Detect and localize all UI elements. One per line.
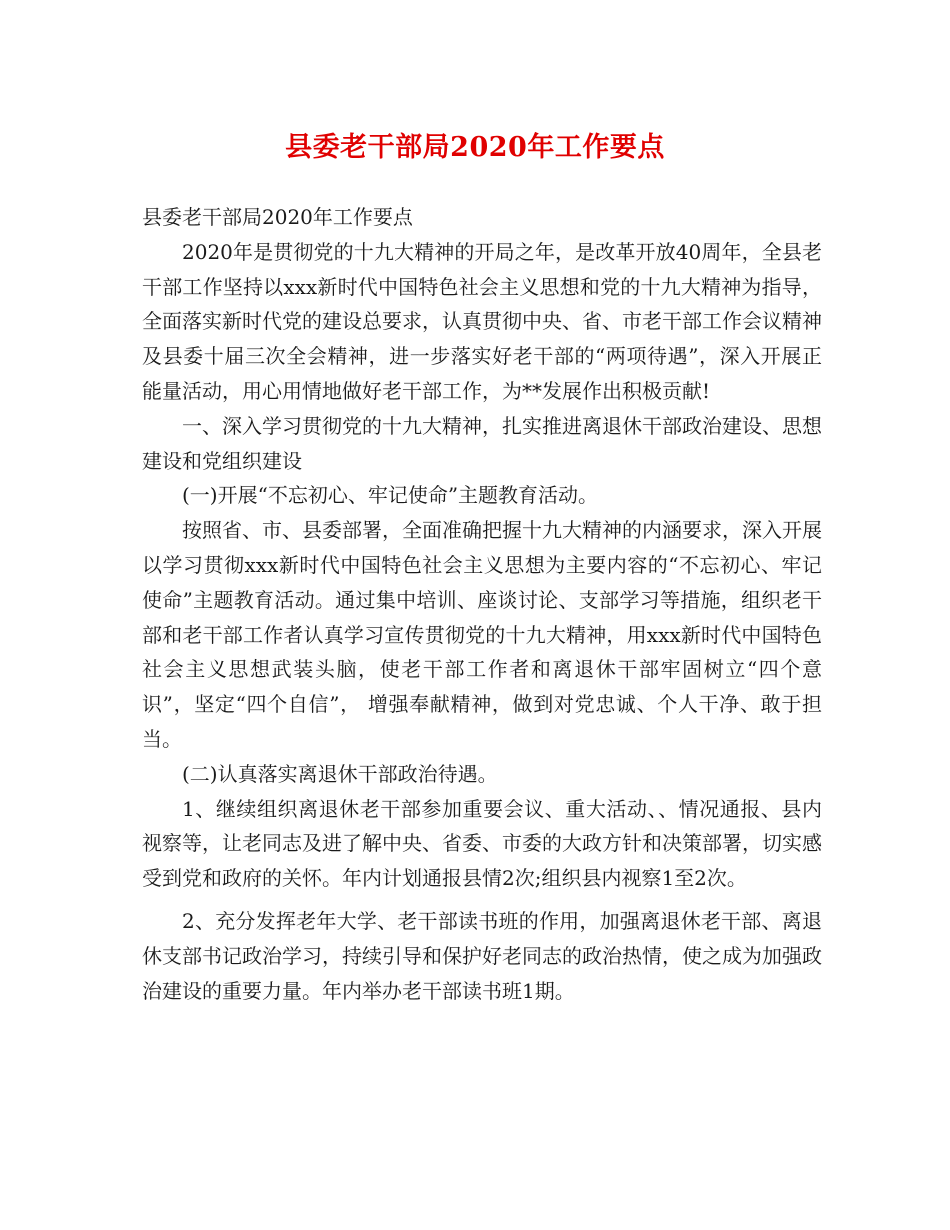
section-heading-1: 一、深入学习贯彻党的十九大精神，扎实推进离退休干部政治建设、思想建设和党组织建设: [142, 413, 822, 473]
document-title: 县委老干部局2020年工作要点: [285, 132, 665, 163]
paragraph-intro: 2020年是贯彻党的十九大精神的开局之年，是改革开放40周年，全县老干部工作坚持以xxx新时代中国特色社会主义思想和党的十九大精神为指导，全面落实新时代党的建设总要求，认真贯彻中央、省、市老干部工作会议精神及县委十届三次全会精神，进一步落实好老干部的“两项待遇”，深入开展正能量活动，用心用情地做好老干部工作，为**发展作出积极贡献!: [142, 239, 822, 403]
subsection-heading-1: (一)开展“不忘初心、牢记使命”主题教育活动。: [182, 483, 599, 508]
paragraph-body-1: 按照省、市、县委部署，全面准确把握十九大精神的内涵要求，深入开展以学习贯彻xxx新时代中国特色社会主义思想为主要内容的“不忘初心、牢记使命”主题教育活动。通过集中培训、座谈讨论、支部学习等措施，组织老干部和老干部工作者认真学习宣传贯彻党的十九大精神，用xxx新时代中国特色社会主义思想武装头脑，使老干部工作者和离退休干部牢固树立“四个意识”，坚定“四个自信”， 增强奉献精神，做到对党忠诚、个人干净、敢于担当。: [142, 518, 822, 751]
list-item-2: 2、充分发挥老年大学、老干部读书班的作用，加强离退休老干部、离退休支部书记政治学习，持续引导和保护好老同志的政治热情，使之成为加强政治建设的重要力量。年内举办老干部读书班1期。: [142, 908, 822, 1003]
document-body: [142, 200, 822, 1008]
list-item-1: 1、继续组织离退休老干部参加重要会议、重大活动、、情况通报、县内视察等，让老同志及进了解中央、省委、市委的大政方针和决策部署，切实感受到党和政府的关怀。年内计划通报县情2次;组织县内视察1至2次。: [142, 796, 822, 891]
document-subtitle: 县委老干部局2020年工作要点: [142, 205, 413, 229]
subsection-heading-2: (二)认真落实离退休干部政治待遇。: [182, 761, 498, 786]
